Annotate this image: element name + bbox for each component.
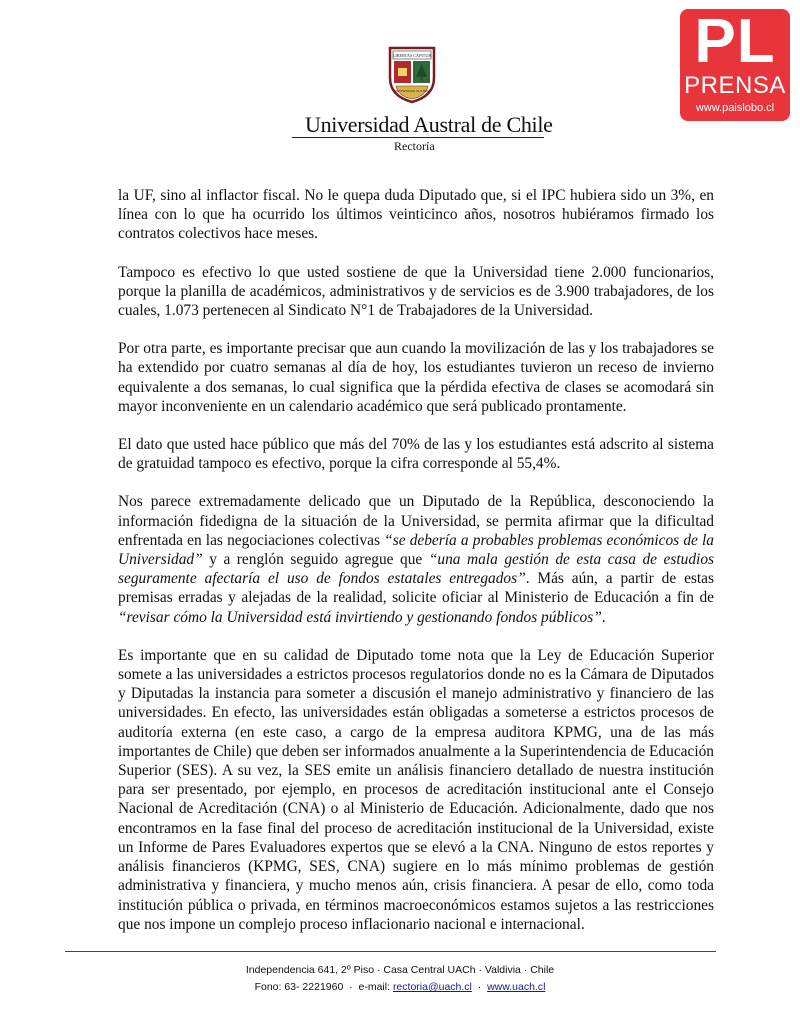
footer-contact [0,979,800,996]
footer-separator-2: · [477,981,482,993]
university-crest-logo [386,44,438,104]
paragraph-2: Tampoco es efectivo lo que usted sostiene de que la Universidad tiene 2.000 funcionarios, porque la planilla de académicos, administrativos y de servicios es de 3.900 trabajadores, de los cuales, 1.073 pertenecen al Sindicato N°1 de Trabajadores de la Universidad. [118,263,714,320]
footer-email-label: e-mail: [358,981,391,993]
pl-prensa-badge [680,9,790,121]
badge-site: www.paislobo.cl [695,102,775,114]
paragraph-5 [118,492,714,626]
paragraph-4: El dato que usted hace público que más del 70% de las y los estudiantes está adscrito al sistema de gratuidad tampoco es efectivo, porque la cifra corresponde al 55,4%. [118,436,714,473]
paragraph-3: Por otra parte, es importante precisar que aun cuando la movilización de las y los trabajadores se ha extendido por cuatro semanas al día de hoy, los estudiantes tuvieron un receso de invierno equivalente a dos semanas, lo cual significa que la pérdida efectiva de clases se acomodará sin mayor inconveniente en un calendario académico que será publicado prontamente. [118,340,714,415]
department-name: Rectoría [394,139,435,153]
quote-2: “una mala gestión de esta casa de estudios seguramente afectaría el uso de fondos estatales entregados” [118,551,715,588]
footer-address: Independencia 641, 2º Piso · Casa Central UACh · Valdivia · Chile [245,964,555,976]
footer-web-link[interactable]: www.uach.cl [487,981,546,993]
paragraph-5-text-b: y a renglón seguido agregue que [202,551,429,569]
badge-prensa: PRENSA [684,72,786,99]
crest-motto: LIBERTAS CAPITUR [392,53,432,58]
quote-1: “se debería a probables problemas económicos de la Universidad” [118,531,714,569]
paragraph-5-text-a: Nos parece extremadamente delicado que un Diputado de la República, desconociendo la información fidedigna de la situación de la Universidad, se permita afirmar que la dificultad enfrentada en las negociaciones colectivas [118,493,714,549]
paragraph-5-text-c: . Más aún, a partir de estas premisas erradas y alejadas de la realidad, solicite oficiar al Ministerio de Educación a fin de [118,570,714,607]
letter-body [118,186,714,934]
crest-text: UNIVERSIDAD AUSTRAL [393,89,431,93]
university-name: Universidad Austral de Chile [305,112,553,137]
footer-divider [65,951,716,952]
paragraph-5-text-d: . [601,608,606,626]
paragraph-6: Es importante que en su calidad de Diputado tome nota que la Ley de Educación Superior somete a las universidades a estrictos procesos regulatorios donde no es la Cámara de Diputados y Diputadas la instancia para someter a discusión el manejo administrativo y financiero de las universidades. En efecto, las universidades están obligadas a someterse a estrictos procesos de auditoría externa (en este caso, a cargo de la empresa auditora KPMG, una de las más importantes de Chile) que deben ser informados anualmente a la Superintendencia de Educación Superior (SES). A su vez, la SES emite un análisis financiero detallado de nuestra institución para ser presentado, por ejemplo, en procesos de acreditación institucional ante el Consejo Nacional de Acreditación (CNA) o al Ministerio de Educación. Adicionalmente, dado que nos encontramos en la fase final del proceso de acreditación institucional de la Universidad, existe un Informe de Pares Evaluadores expertos que se elevó a la CNA. Ninguno de estos reportes y análisis financieros (KPMG, SES, CNA) sugiere en lo más mínimo problemas de gestión administrativa y financiera, y mucho menos aún, crisis financiera. A pesar de ello, como toda institución pública o privada, en términos macroeconómicos estamos sujetos a las restricciones que nos impone un complejo proceso inflacionario nacional e internacional. [118,646,714,933]
footer [0,962,800,996]
badge-pl: PL [694,7,776,76]
header-divider [292,137,544,138]
quote-3: “revisar cómo la Universidad está invirtiendo y gestionando fondos públicos” [118,608,602,626]
footer-separator: · [349,981,353,993]
footer-phone: Fono: 63- 2221960 [254,981,344,993]
footer-email-link[interactable]: rectoria@uach.cl [392,981,472,993]
paragraph-1: la UF, sino al inflactor fiscal. No le quepa duda Diputado que, si el IPC hubiera sido un 3%, en línea con lo que ha ocurrido los últimos veinticinco años, nosotros hubiéramos firmado los contratos colectivos hace meses. [118,187,714,243]
